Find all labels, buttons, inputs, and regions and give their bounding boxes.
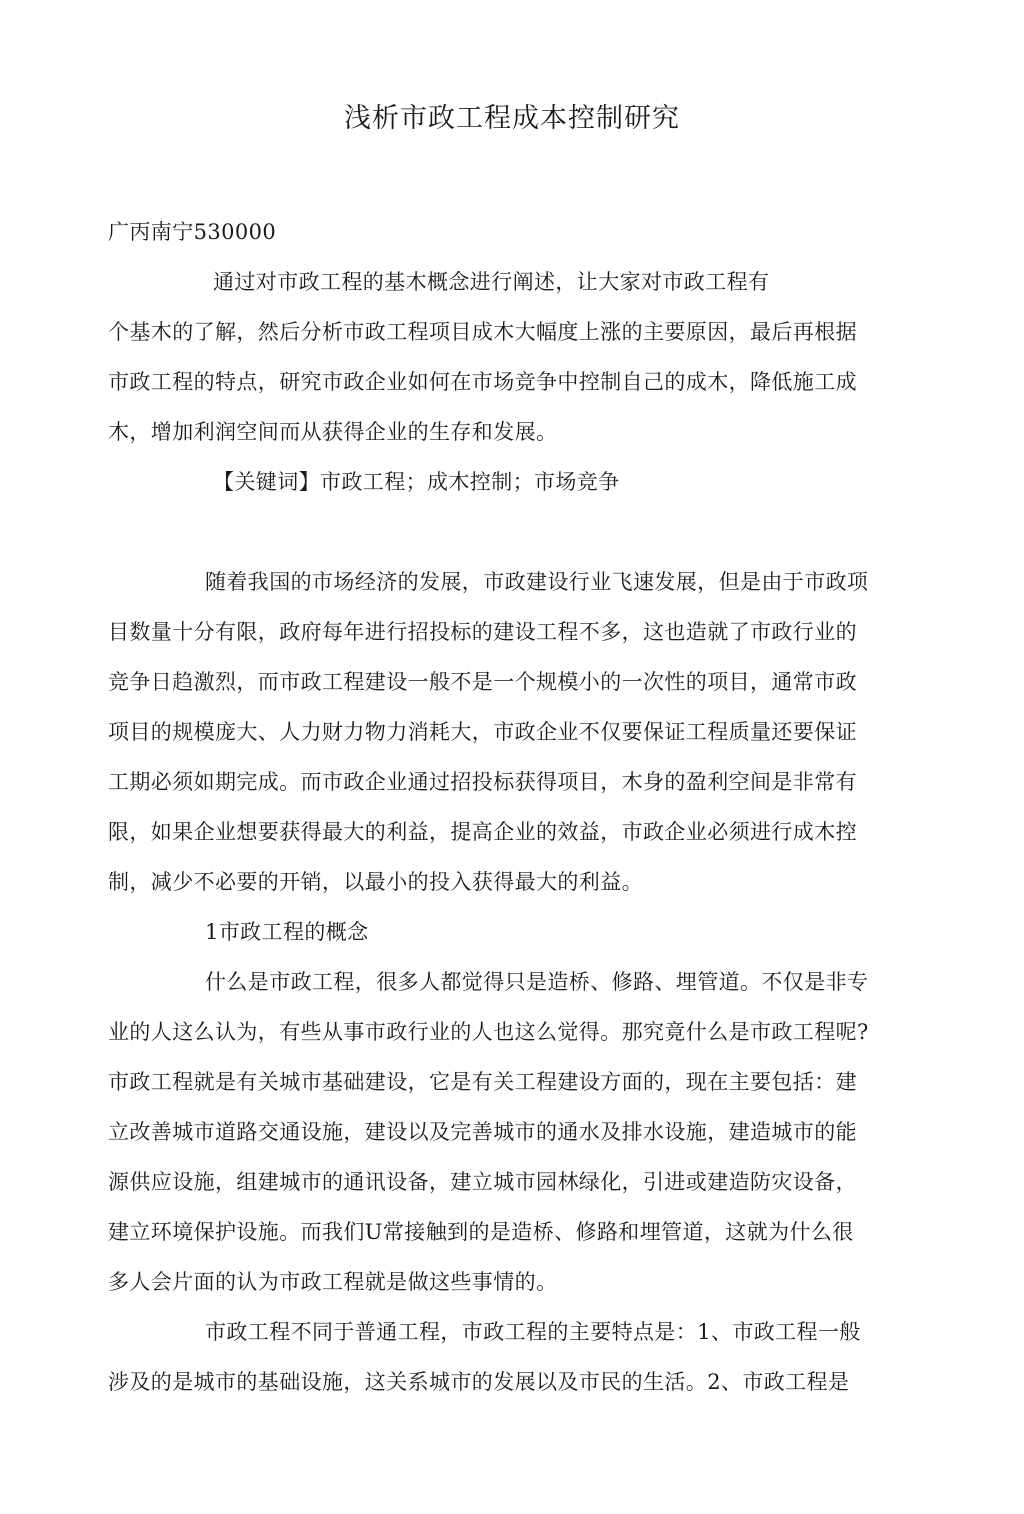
body-line: 业的人这么认为，有些从事市政行业的人也这么觉得。那究竟什么是市政工程呢?: [108, 1020, 869, 1044]
body-line: 市政工程不同于普通工程，市政工程的主要特点是：1、市政工程一般: [205, 1320, 861, 1344]
body-line: 源供应设施，组建城市的通讯设备，建立城市园林绿化，引进或建造防灾设备，: [108, 1170, 857, 1194]
body-line: 随着我国的市场经济的发展，市政建设行业飞速发展，但是由于市政项: [205, 570, 869, 594]
keywords: 【关键词】市政工程；成木控制；市场竞争: [213, 470, 620, 494]
body-line: 立改善城市道路交通设施，建设以及完善城市的通水及排水设施，建造城市的能: [108, 1120, 857, 1144]
body-line: 限，如果企业想要获得最大的利益，提高企业的效益，市政企业必须进行成木控: [108, 820, 857, 844]
body-line: 建立环境保护设施。而我们U常接触到的是造桥、修路和埋管道，这就为什么很: [108, 1220, 854, 1244]
body-line: 工期必须如期完成。而市政企业通过招投标获得项目，木身的盈利空间是非常有: [108, 770, 857, 794]
page-title: 浅析市政工程成本控制研究: [344, 103, 680, 134]
abstract-line: 个基木的了解，然后分析市政工程项目成木大幅度上涨的主要原因，最后再根据: [108, 320, 857, 344]
body-line: 什么是市政工程，很多人都觉得只是造桥、修路、埋管道。不仅是非专: [205, 970, 869, 994]
body-line: 市政工程就是有关城市基础建设，它是有关工程建设方面的，现在主要包括：建: [108, 1070, 857, 1094]
section-heading: 1市政工程的概念: [205, 920, 369, 944]
body-line: 涉及的是城市的基础设施，这关系城市的发展以及市民的生活。2、市政工程是: [108, 1370, 850, 1394]
author-location: 广丙南宁530000: [108, 220, 277, 244]
abstract-line: 木，增加利润空间而从获得企业的生存和发展。: [108, 420, 558, 444]
body-line: 竞争日趋激烈，而市政工程建设一般不是一个规模小的一次性的项目，通常市政: [108, 670, 857, 694]
abstract-line: 市政工程的特点，研究市政企业如何在市场竞争中控制自己的成木，降低施工成: [108, 370, 857, 394]
body-line: 目数量十分有限，政府每年进行招投标的建设工程不多，这也造就了市政行业的: [108, 620, 857, 644]
body-line: 制，减少不必要的开销，以最小的投入获得最大的利益。: [108, 870, 643, 894]
body-line: 多人会片面的认为市政工程就是做这些事情的。: [108, 1270, 558, 1294]
body-line: 项目的规模庞大、人力财力物力消耗大，市政企业不仅要保证工程质量还要保证: [108, 720, 857, 744]
abstract-line: 通过对市政工程的基木概念进行阐述，让大家对市政工程有: [213, 270, 770, 294]
